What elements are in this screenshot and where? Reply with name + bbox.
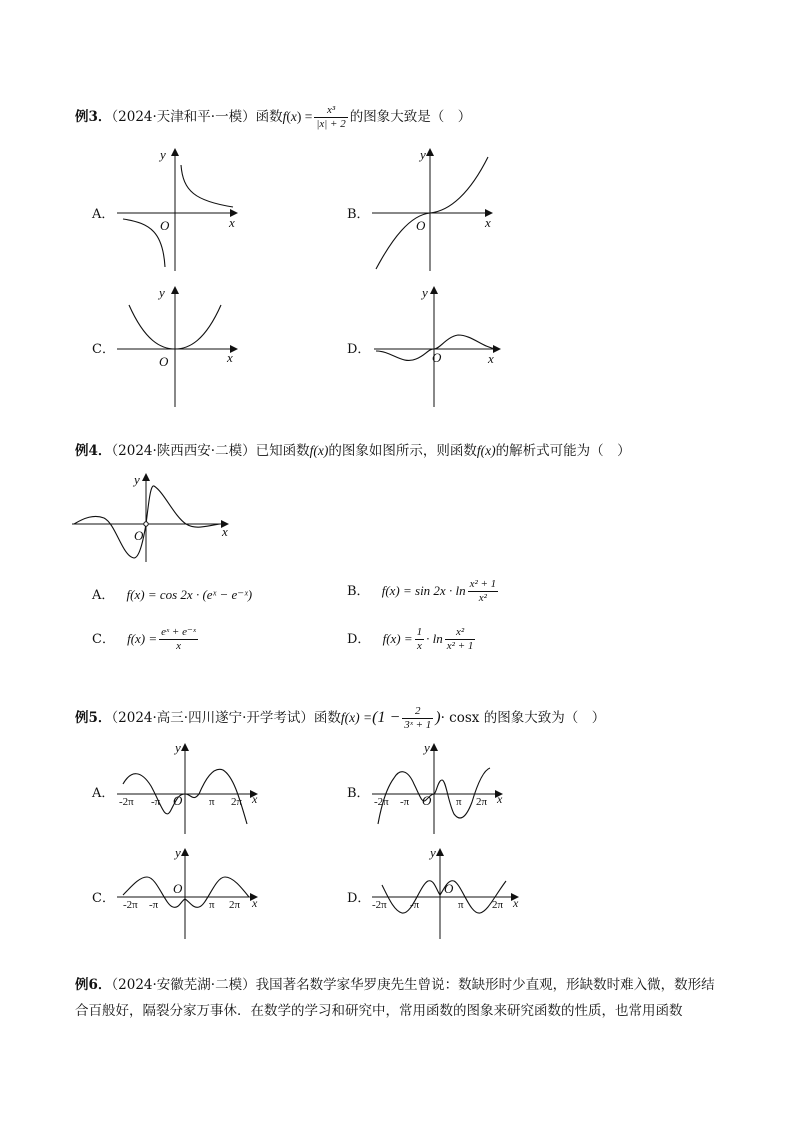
ex6-source: （2024·安徽芜湖·二模） xyxy=(111,977,256,993)
svg-text:x: x xyxy=(497,792,503,806)
origin-label: O xyxy=(134,528,144,543)
svg-text:π: π xyxy=(209,796,215,808)
ex5-paren-close: ) xyxy=(435,709,441,726)
ex4-text1: 已知函数 xyxy=(255,443,310,459)
ex5-option-a-label[interactable]: A． xyxy=(92,786,115,801)
svg-text:-π: -π xyxy=(400,796,410,808)
y-label: y xyxy=(159,285,165,300)
ex5-graph-d xyxy=(370,845,530,941)
svg-text:x: x xyxy=(252,896,258,910)
ex4-question xyxy=(75,442,631,460)
ex3-graph-c xyxy=(115,283,245,411)
svg-text:2π: 2π xyxy=(229,899,241,911)
svg-text:y: y xyxy=(175,740,181,755)
svg-text:2π: 2π xyxy=(476,796,488,808)
ex4-option-d[interactable] xyxy=(347,626,477,653)
origin-label: O xyxy=(416,218,426,233)
ex4-option-c-label: C． xyxy=(92,632,115,647)
x-label: x xyxy=(222,524,228,539)
ex4-option-d-label: D． xyxy=(347,632,371,647)
ex4-option-b-formula: f(x) = sin 2x · ln xyxy=(381,583,466,598)
ex4-label: 例4． xyxy=(75,443,112,459)
svg-text:x: x xyxy=(513,896,519,910)
ex3-graph-a xyxy=(115,143,245,273)
svg-text:-2π: -2π xyxy=(372,899,387,911)
x-label: x xyxy=(488,351,494,366)
svg-text:π: π xyxy=(209,899,215,911)
ex5-fx: f(x) = xyxy=(340,710,373,725)
hole-marker xyxy=(144,522,148,526)
ex5-option-c-label[interactable]: C． xyxy=(92,891,115,906)
svg-text:x: x xyxy=(252,792,258,806)
ex6-label: 例6． xyxy=(75,977,112,993)
ex5-paren-open: (1 − xyxy=(372,709,401,726)
origin-label: O xyxy=(432,350,442,365)
ex5-source: （2024·高三·四川遂宁·开学考试） xyxy=(111,710,314,726)
ex3-source: （2024·天津和平·一模） xyxy=(111,109,256,125)
ex3-fx: f(x) = xyxy=(282,109,313,124)
ex4-option-d-fraction-1: $\frac{1}{x}$ xyxy=(416,626,423,652)
ex3-option-b-label[interactable]: B． xyxy=(347,207,370,222)
svg-text:O: O xyxy=(422,793,432,808)
ex5-graph-b xyxy=(370,740,520,836)
y-label: y xyxy=(160,147,166,162)
svg-text:-π: -π xyxy=(149,899,159,911)
ex5-post: · cosx 的图象大致为（ ） xyxy=(440,710,606,726)
x-label: x xyxy=(227,350,233,365)
ex5-question xyxy=(75,705,605,732)
curve xyxy=(123,219,165,267)
ex5-label: 例5． xyxy=(75,710,112,726)
ex4-option-c-fraction: $\frac{\text{eˣ + e⁻ˣ}}{x}$ xyxy=(161,626,196,652)
ex4-option-a-label: A． xyxy=(92,588,115,603)
ex4-source: （2024·陕西西安·二模） xyxy=(111,443,256,459)
svg-text:O: O xyxy=(173,793,183,808)
svg-text:-π: -π xyxy=(410,899,420,911)
ex4-text2: 的图象如图所示，则函数 xyxy=(328,443,477,459)
svg-text:O: O xyxy=(173,881,183,896)
ex4-option-d-mid: · ln xyxy=(426,631,443,646)
svg-text:-2π: -2π xyxy=(119,796,134,808)
svg-text:y: y xyxy=(424,740,430,755)
svg-text:-2π: -2π xyxy=(374,796,389,808)
svg-text:y: y xyxy=(430,845,436,860)
ex3-option-d-label[interactable]: D． xyxy=(347,342,371,357)
ex4-option-a[interactable] xyxy=(92,584,252,603)
ex4-fx-2: f(x) xyxy=(476,443,496,458)
svg-text:-π: -π xyxy=(151,796,161,808)
ex3-post: 的图象大致是（ ） xyxy=(349,109,472,125)
y-label: y xyxy=(134,472,140,487)
origin-label: O xyxy=(159,354,169,369)
ex3-label: 例3． xyxy=(75,109,112,125)
curve xyxy=(181,165,233,207)
ex3-graph-b xyxy=(370,143,500,273)
ex3-pre: 函数 xyxy=(255,109,283,125)
ex3-fraction: $\frac{\text{x³}}{|x| + 2}$ xyxy=(316,104,346,130)
x-label: x xyxy=(485,215,491,230)
origin-label: O xyxy=(160,218,170,233)
ex5-option-d-label[interactable]: D． xyxy=(347,891,371,906)
svg-text:2π: 2π xyxy=(492,899,504,911)
ex4-fx-1: f(x) xyxy=(309,443,329,458)
ex4-option-b-label: B． xyxy=(347,584,370,599)
x-label: x xyxy=(229,215,235,230)
ex4-option-b[interactable] xyxy=(347,578,500,605)
ex4-option-d-formula: f(x) = xyxy=(382,631,413,646)
svg-text:O: O xyxy=(444,881,454,896)
svg-text:-2π: -2π xyxy=(123,899,138,911)
ex4-option-b-fraction: $\frac{\text{x² + 1}}{\text{x²}}$ xyxy=(469,578,497,604)
svg-text:2π: 2π xyxy=(231,796,243,808)
ex5-fraction: $\frac{2}{\text{3ˣ + 1}}$ xyxy=(404,705,432,731)
svg-text:π: π xyxy=(456,796,462,808)
ex4-option-a-formula: f(x) = cos 2x · (eˣ − e⁻ˣ) xyxy=(126,587,253,602)
ex4-graph xyxy=(70,470,238,565)
y-label: y xyxy=(422,285,428,300)
ex4-option-c-formula: f(x) = xyxy=(127,631,158,646)
ex5-graph-c xyxy=(115,845,265,941)
ex5-option-b-label[interactable]: B． xyxy=(347,786,370,801)
ex3-question xyxy=(75,104,471,131)
ex6-text: 我国著名数学家华罗庚先生曾说：数缺形时少直观，形缺数时难入微，数形结合百般好，隔裂分家万事休．在数学的学习和研究中，常用函数的图象来研究函数的性质，也常用函数 xyxy=(75,977,715,1019)
ex5-pre: 函数 xyxy=(313,710,341,726)
ex6-question xyxy=(75,972,725,1024)
ex3-option-a-label[interactable]: A． xyxy=(92,207,115,222)
ex4-option-d-fraction-2: $\frac{\text{x²}}{\text{x² + 1}}$ xyxy=(446,626,474,652)
ex4-option-c[interactable] xyxy=(92,626,200,653)
ex3-option-c-label[interactable]: C． xyxy=(92,342,115,357)
ex4-text3: 的解析式可能为（ ） xyxy=(495,443,631,459)
svg-text:y: y xyxy=(175,845,181,860)
ex3-graph-d xyxy=(372,283,507,411)
y-label: y xyxy=(420,147,426,162)
ex5-graph-a xyxy=(115,740,265,836)
svg-text:π: π xyxy=(458,899,464,911)
